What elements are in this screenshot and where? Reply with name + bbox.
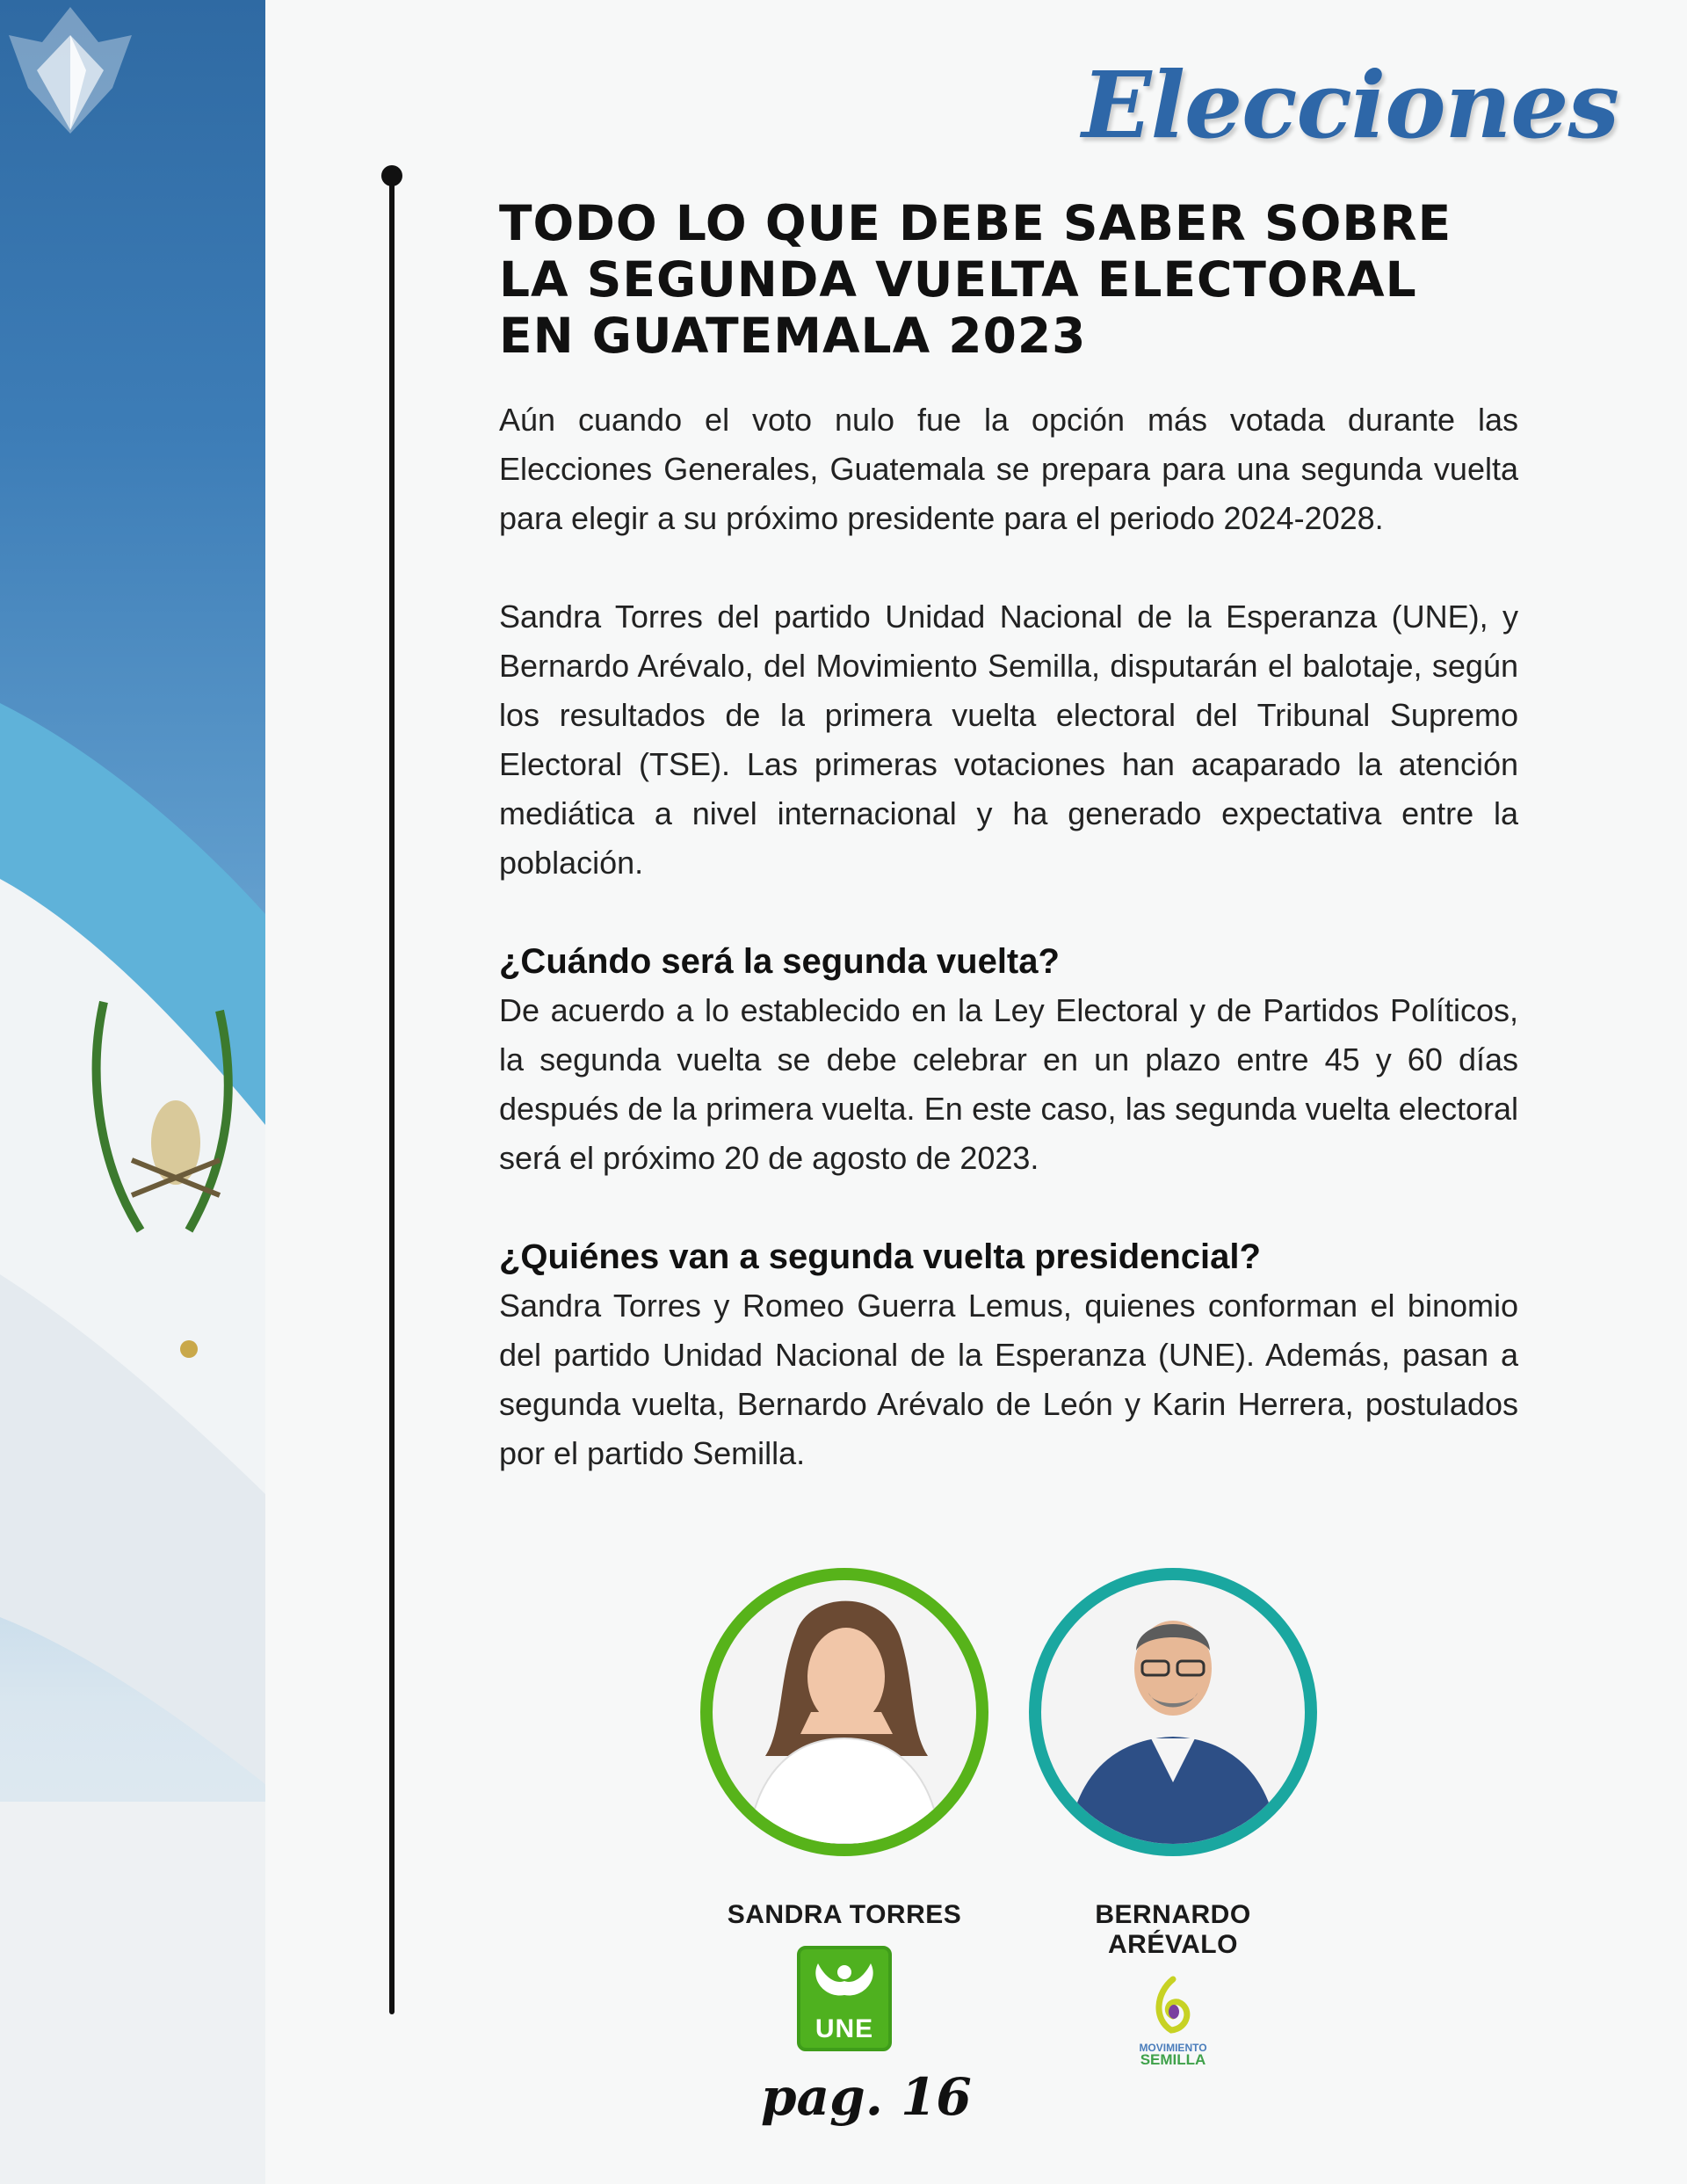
section-body-when: De acuerdo a lo establecido en la Ley Electoral y de Partidos Políticos, la segunda vuelta se debe celebrar en un plazo entre 45 y 60 días después de la primera vuelta. En este caso, las segunda vuelta electoral será el próximo 20 de agosto de 2023.: [499, 992, 1518, 1176]
section-body-who: Sandra Torres y Romeo Guerra Lemus, quienes conforman el binomio del partido Unidad Nacional de la Esperanza (UNE). Además, pasan a segunda vuelta, Bernardo Arévalo de León y Karin Herrera, postulados por el partido Semilla.: [499, 1288, 1518, 1471]
une-logo-text: UNE: [815, 2014, 874, 2043]
timeline-line: [389, 169, 395, 2014]
candidate-card-bernardo-arevalo: [1028, 1568, 1318, 2081]
section-heading-when: ¿Cuándo será la segunda vuelta?: [499, 942, 1060, 981]
candidate-name: SANDRA TORRES: [727, 1900, 962, 1929]
candidates-paragraph: Sandra Torres del partido Unidad Nacional de la Esperanza (UNE), y Bernardo Arévalo, del Movimiento Semilla, disputarán el balotaje, según los resultados de la primera vuelta electoral del Tribunal Supremo Electoral (TSE). Las primeras votaciones han acaparado la atención mediática a nivel internacional y ha generado expectativa entre la población.: [499, 599, 1518, 881]
candidate-name: BERNARDO ARÉVALO: [1095, 1900, 1251, 1959]
diamond-logo-icon: [0, 0, 141, 141]
semilla-logo-text: MOVIMIENTO SEMILLA: [1139, 2042, 1207, 2068]
intro-paragraph: Aún cuando el voto nulo fue la opción más votada durante las Elecciones Generales, Guatemala se prepara para una segunda vuelta para elegir a su próximo presidente para el periodo 2024-2028.: [499, 402, 1518, 536]
semilla-logo-icon: [1147, 1976, 1199, 2037]
candidate-portrait: [700, 1568, 988, 1856]
flag-photo-band: [0, 0, 265, 2184]
candidate-portrait: [1029, 1568, 1317, 1856]
section-heading-who: ¿Quiénes van a segunda vuelta presidencial?: [499, 1237, 1261, 1276]
article-body: [499, 195, 1518, 1478]
une-party-logo: [796, 1946, 893, 2051]
article-headline: [499, 195, 1518, 364]
candidate-card-sandra-torres: [700, 1568, 988, 2051]
page-number: pag. 16: [761, 2067, 972, 2127]
headline-line: LA SEGUNDA VUELTA ELECTORAL: [499, 251, 1417, 308]
headline-line: TODO LO QUE DEBE SABER SOBRE: [499, 195, 1452, 251]
semilla-party-logo: [1125, 1976, 1221, 2081]
woman-portrait-icon: [713, 1580, 976, 1844]
une-logo-icon: [797, 1946, 892, 2051]
section-title: Elecciones: [1082, 51, 1618, 159]
headline-line: EN GUATEMALA 2023: [499, 308, 1087, 364]
guatemala-flag-illustration: [0, 0, 265, 2184]
man-portrait-icon: [1041, 1580, 1305, 1844]
